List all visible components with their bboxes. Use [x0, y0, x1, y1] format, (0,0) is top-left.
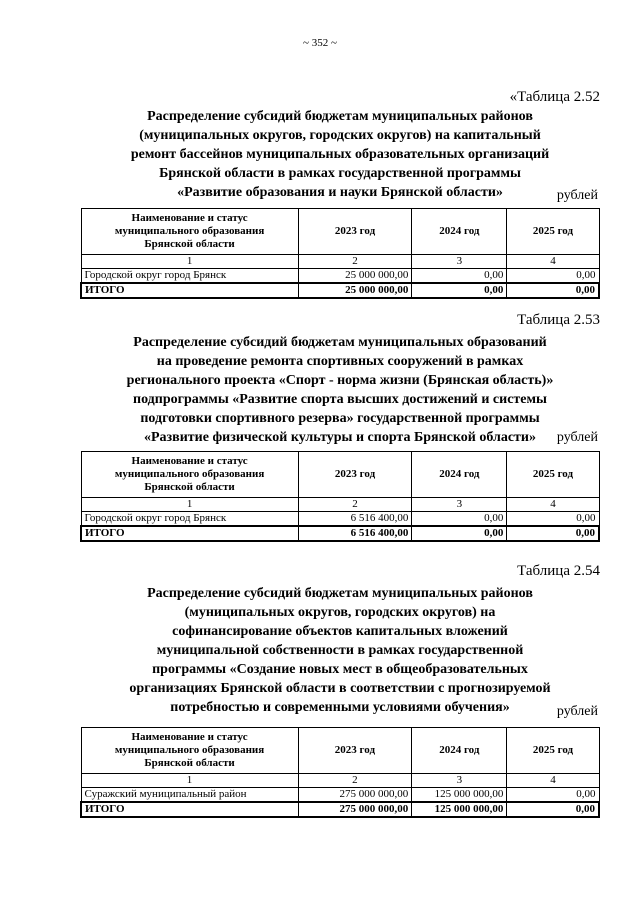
- total-2025: 0,00: [507, 802, 599, 817]
- title-line: (муниципальных округов, городских округов) на капитальный: [139, 128, 541, 143]
- col-number: 2: [298, 774, 412, 788]
- table-title: [70, 584, 610, 717]
- row-2025: 0,00: [507, 269, 599, 284]
- row-name: Городской округ город Брянск: [81, 269, 298, 284]
- data-table: [80, 208, 600, 299]
- row-2024: 0,00: [412, 269, 507, 284]
- row-2023: 275 000 000,00: [298, 788, 412, 803]
- title-line: программы «Создание новых мест в общеобразовательных: [152, 662, 528, 677]
- col-number: 3: [412, 774, 507, 788]
- table-number: Таблица 2.53: [517, 312, 600, 328]
- header-name-line: Брянской области: [144, 238, 235, 250]
- col-number: 1: [81, 498, 298, 512]
- total-2023: 275 000 000,00: [298, 802, 412, 817]
- title-line: потребностью и современными условиями обучения»: [170, 700, 510, 715]
- title-line: «Развитие образования и науки Брянской области»: [177, 185, 503, 200]
- header-2023: 2023 год: [298, 452, 412, 498]
- table-number: Таблица 2.54: [517, 563, 600, 579]
- row-2023: 25 000 000,00: [298, 269, 412, 284]
- title-line: «Развитие физической культуры и спорта Брянской области»: [143, 430, 536, 445]
- total-label: ИТОГО: [81, 283, 298, 298]
- table-row: [81, 788, 599, 803]
- total-2025: 0,00: [507, 283, 599, 298]
- row-2025: 0,00: [507, 788, 599, 803]
- col-number: 2: [298, 255, 412, 269]
- total-2024: 0,00: [412, 526, 507, 541]
- units-label: рублей: [556, 430, 598, 445]
- header-name: [81, 209, 298, 255]
- table-title: [70, 333, 610, 447]
- header-2023: 2023 год: [298, 728, 412, 774]
- header-2024: 2024 год: [412, 728, 507, 774]
- header-2023: 2023 год: [298, 209, 412, 255]
- row-2024: 125 000 000,00: [412, 788, 507, 803]
- header-name-line: Наименование и статус: [131, 731, 248, 743]
- col-number: 4: [507, 255, 599, 269]
- data-table: [80, 727, 600, 818]
- row-2024: 0,00: [412, 512, 507, 527]
- row-name: Суражский муниципальный район: [81, 788, 298, 803]
- table-title: [70, 107, 610, 202]
- header-name-line: Брянской области: [144, 481, 235, 493]
- total-row: [81, 802, 599, 817]
- total-label: ИТОГО: [81, 526, 298, 541]
- title-line: Брянской области в рамках государственной программы: [159, 166, 521, 181]
- total-row: [81, 526, 599, 541]
- table-row: [81, 269, 599, 284]
- title-line: подпрограммы «Развитие спорта высших достижений и системы: [133, 392, 547, 407]
- units-label: рублей: [556, 704, 598, 719]
- title-line: софинансирование объектов капитальных вложений: [172, 624, 508, 639]
- data-table: [80, 451, 600, 542]
- header-2025: 2025 год: [507, 452, 599, 498]
- total-2023: 25 000 000,00: [298, 283, 412, 298]
- total-label: ИТОГО: [81, 802, 298, 817]
- header-2024: 2024 год: [412, 209, 507, 255]
- header-name-line: муниципального образования: [114, 468, 265, 480]
- title-line: организациях Брянской области в соответствии с прогнозируемой: [129, 681, 551, 696]
- col-number: 1: [81, 774, 298, 788]
- col-number: 4: [507, 498, 599, 512]
- header-name-line: Наименование и статус: [131, 455, 248, 467]
- table-row: [81, 512, 599, 527]
- title-line: подготовки спортивного резерва» государственной программы: [140, 411, 540, 426]
- row-name: Городской округ город Брянск: [81, 512, 298, 527]
- total-2024: 0,00: [412, 283, 507, 298]
- col-number: 2: [298, 498, 412, 512]
- total-2024: 125 000 000,00: [412, 802, 507, 817]
- title-line: регионального проекта «Спорт - норма жизни (Брянская область)»: [126, 373, 554, 388]
- title-line: на проведение ремонта спортивных сооружений в рамках: [156, 354, 524, 369]
- col-number: 4: [507, 774, 599, 788]
- header-2025: 2025 год: [507, 728, 599, 774]
- table-number: «Таблица 2.52: [509, 89, 600, 105]
- row-2025: 0,00: [507, 512, 599, 527]
- total-row: [81, 283, 599, 298]
- title-line: ремонт бассейнов муниципальных образовательных организаций: [130, 147, 550, 162]
- col-number: 3: [412, 498, 507, 512]
- total-2025: 0,00: [507, 526, 599, 541]
- header-2025: 2025 год: [507, 209, 599, 255]
- header-name: [81, 728, 298, 774]
- title-line: Распределение субсидий бюджетам муниципальных образований: [133, 335, 547, 350]
- header-name-line: муниципального образования: [114, 744, 265, 756]
- header-name-line: муниципального образования: [114, 225, 265, 237]
- title-line: Распределение субсидий бюджетам муниципальных районов: [147, 586, 533, 601]
- col-number: 1: [81, 255, 298, 269]
- header-2024: 2024 год: [412, 452, 507, 498]
- title-line: муниципальной собственности в рамках государственной: [156, 643, 524, 658]
- header-name-line: Наименование и статус: [131, 212, 248, 224]
- col-number: 3: [412, 255, 507, 269]
- header-name-line: Брянской области: [144, 757, 235, 769]
- title-line: Распределение субсидий бюджетам муниципальных районов: [147, 109, 533, 124]
- title-line: (муниципальных округов, городских округов) на: [184, 605, 496, 620]
- total-2023: 6 516 400,00: [298, 526, 412, 541]
- row-2023: 6 516 400,00: [298, 512, 412, 527]
- units-label: рублей: [556, 188, 598, 203]
- page-number: ~ 352 ~: [303, 37, 337, 49]
- header-name: [81, 452, 298, 498]
